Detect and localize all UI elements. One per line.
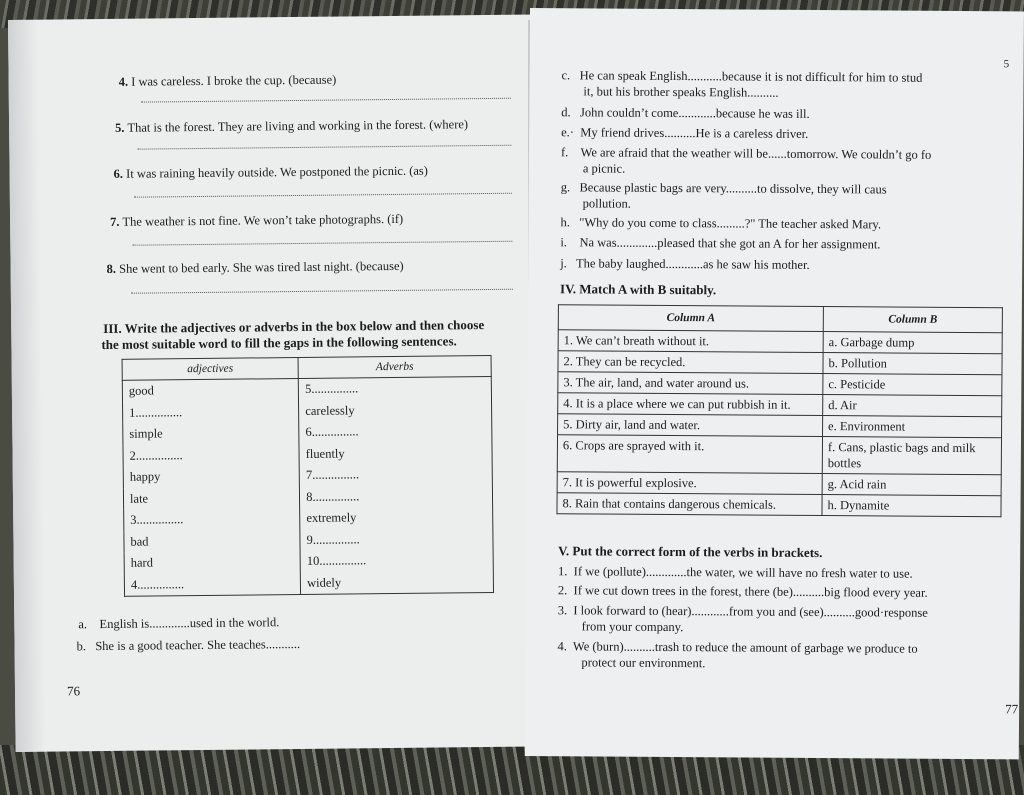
table-row: 1. We can’t breath without it. a. Garbage dump (558, 330, 1002, 354)
answer-line[interactable] (137, 145, 511, 150)
sentence-a: a. English is.............used in the world. (78, 615, 280, 632)
exercise-item-j: j. The baby laughed............as he saw his mother. (560, 256, 810, 272)
table-row: bad 9............... (124, 527, 493, 552)
exercise-item-d: d. John couldn’t come............because he was ill. (561, 105, 810, 121)
page-number-left: 76 (66, 683, 81, 699)
exercise-item-e: e.· My friend drives..........He is a careless driver. (561, 125, 809, 141)
table-row: 4............... widely (124, 570, 493, 596)
table-row: 7. It is powerful explosive. g. Acid rain (557, 472, 1001, 496)
adverbs-header: Adverbs (298, 355, 491, 378)
table-row: 6. Crops are sprayed with it. f. Cans, plastic bags and milk bottles (557, 435, 1001, 475)
table-row: 1............... carelessly (123, 398, 492, 423)
left-page (8, 14, 546, 752)
verb-item-1: 1. If we (pollute).............the water, we will have no fresh water to use. (558, 564, 913, 581)
table-row: 8. Rain that contains dangerous chemicals. h. Dynamite (557, 493, 1001, 517)
exercise-item-f-cont: a picnic. (582, 161, 626, 176)
section-4-heading: IV. Match A with B suitably. (559, 281, 717, 298)
page-number-right: 77 (1005, 701, 1019, 717)
answer-line[interactable] (134, 193, 512, 198)
exercise-item-7: 7. The weather is not fine. We won’t take photographs. (if) (110, 211, 404, 229)
corner-mark: 5 (1003, 58, 1010, 71)
section-3-heading: III. Write the adjectives or adverbs in the box below and then choose (103, 317, 485, 337)
exercise-item-5: 5. That is the forest. They are living and working in the forest. (where) (115, 117, 469, 135)
adjectives-adverbs-table (122, 355, 494, 597)
verb-item-2: 2. If we cut down trees in the forest, there (be)..........big flood every year. (557, 583, 928, 600)
answer-line[interactable] (131, 289, 513, 294)
exercise-item-8: 8. She went to bed early. She was tired last night. (because) (106, 258, 404, 276)
table-row: late 8............... (123, 484, 492, 509)
exercise-item-g-cont: pollution. (582, 196, 631, 211)
table-row: 3............... extremely (124, 506, 493, 531)
table-row: simple 6............... (123, 420, 492, 445)
verb-item-3: 3. I look forward to (hear)............from you and (see)..........good·response (557, 603, 928, 620)
table-row: hard 10............... (124, 549, 493, 574)
match-table (556, 304, 1002, 517)
exercise-item-h: h. "Why do you come to class.........?" The teacher asked Mary. (560, 215, 882, 232)
exercise-item-g: g. Because plastic bags are very..........to dissolve, they will caus (560, 180, 887, 197)
sentence-b: b. She is a good teacher. She teaches........... (76, 636, 301, 654)
table-row: 4. It is a place where we can put rubbish in it. d. Air (558, 393, 1002, 417)
adjectives-header: adjectives (122, 357, 298, 380)
exercise-item-4: 4. I was careless. I broke the cup. (because) (118, 72, 337, 89)
section-5-heading: V. Put the correct form of the verbs in brackets. (558, 543, 823, 561)
answer-line[interactable] (141, 98, 511, 103)
table-row: happy 7............... (123, 463, 492, 488)
table-row: 2. They can be recycled. b. Pollution (558, 351, 1002, 375)
table-row: 5. Dirty air, land and water. e. Environment (558, 414, 1002, 438)
column-b-header: Column B (823, 307, 1002, 333)
exercise-item-6: 6. It was raining heavily outside. We postponed the picnic. (as) (113, 163, 429, 181)
table-row: 3. The air, land, and water around us. c. Pesticide (558, 372, 1002, 396)
exercise-item-c: c. He can speak English...........because it is not difficult for him to stud (561, 68, 923, 85)
table-row: good 5............... (122, 376, 491, 402)
exercise-item-c-cont: it, but his brother speaks English.......... (583, 84, 779, 100)
verb-item-4-cont: protect our environment. (581, 655, 706, 671)
table-row: 2............... fluently (123, 441, 492, 466)
verb-item-4: 4. We (burn)..........trash to reduce the amount of garbage we produce to (557, 639, 918, 656)
right-page (525, 8, 1024, 759)
section-3-heading-cont: the most suitable word to fill the gaps in the following sentences. (101, 333, 457, 353)
exercise-item-i: i. Na was.............pleased that she got an A for her assignment. (560, 235, 881, 252)
answer-line[interactable] (132, 241, 512, 246)
exercise-item-f: f. We are afraid that the weather will be......tomorrow. We couldn’t go fo (560, 145, 932, 162)
verb-item-3-cont: from your company. (581, 619, 684, 635)
column-a-header: Column A (558, 305, 823, 332)
